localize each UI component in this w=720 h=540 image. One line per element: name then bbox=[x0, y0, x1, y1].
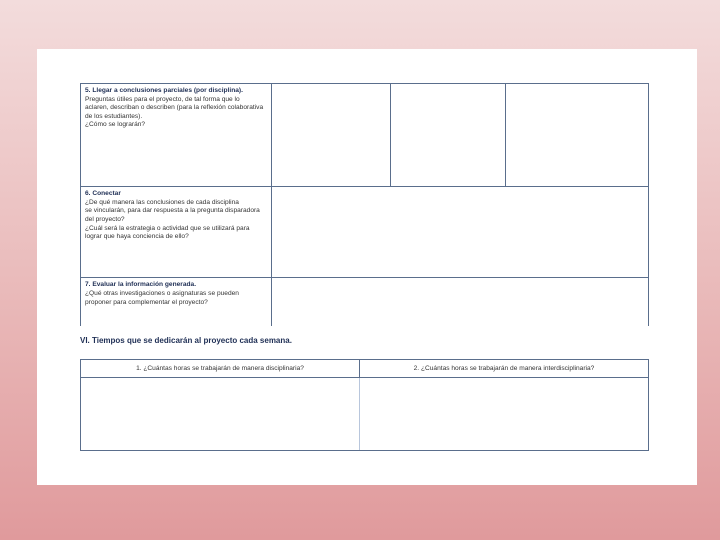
time-table bbox=[80, 359, 649, 451]
table-row bbox=[81, 378, 649, 451]
table-row bbox=[81, 278, 649, 326]
interdisciplinary-hours-header: 2. ¿Cuántas horas se trabajarán de manera interdisciplinaria? bbox=[360, 360, 649, 378]
empty-cell bbox=[391, 84, 506, 187]
section-5-line: de los estudiantes). bbox=[85, 112, 143, 120]
section-7-line: ¿Qué otras investigaciones o asignaturas se pueden bbox=[85, 289, 239, 297]
section-6-cell bbox=[81, 187, 272, 278]
interdisciplinary-hours-cell bbox=[360, 378, 649, 451]
section-7-line: proponer para complementar el proyecto? bbox=[85, 298, 208, 306]
section-7-cell bbox=[81, 278, 272, 326]
disciplinary-hours-header: 1. ¿Cuántas horas se trabajarán de manera disciplinaria? bbox=[81, 360, 360, 378]
empty-cell bbox=[272, 278, 649, 326]
section-6-line: se vincularán, para dar respuesta a la pregunta disparadora bbox=[85, 207, 260, 215]
section-5-cell bbox=[81, 84, 272, 187]
table-row bbox=[81, 84, 649, 187]
section-vi-heading: VI. Tiempos que se dedicarán al proyecto cada semana. bbox=[80, 336, 292, 345]
section-6-line: del proyecto? bbox=[85, 216, 125, 224]
document-page bbox=[37, 49, 697, 485]
section-6-title: 6. Conectar bbox=[85, 190, 121, 198]
section-5-line: Preguntas útiles para el proyecto, de tal forma que lo bbox=[85, 95, 240, 103]
section-6-line: ¿Cuál será la estrategia o actividad que se utilizará para bbox=[85, 224, 250, 232]
section-7-title: 7. Evaluar la información generada. bbox=[85, 281, 197, 289]
section-5-title: 5. Llegar a conclusiones parciales (por disciplina). bbox=[85, 87, 243, 94]
section-6-line: ¿De qué manera las conclusiones de cada disciplina bbox=[85, 198, 239, 206]
section-5-line: ¿Cómo se lograrán? bbox=[85, 121, 146, 129]
empty-cell bbox=[506, 84, 649, 187]
empty-cell bbox=[272, 187, 649, 278]
section-5-line: aclaren, describan o describen (para la reflexión colaborativa bbox=[85, 104, 264, 112]
disciplinary-hours-cell bbox=[81, 378, 360, 451]
empty-cell bbox=[272, 84, 391, 187]
table-row bbox=[81, 187, 649, 278]
table-header-row bbox=[81, 360, 649, 378]
planning-table bbox=[80, 83, 649, 326]
section-6-line: lograr que haya conciencia de ello? bbox=[85, 233, 189, 241]
